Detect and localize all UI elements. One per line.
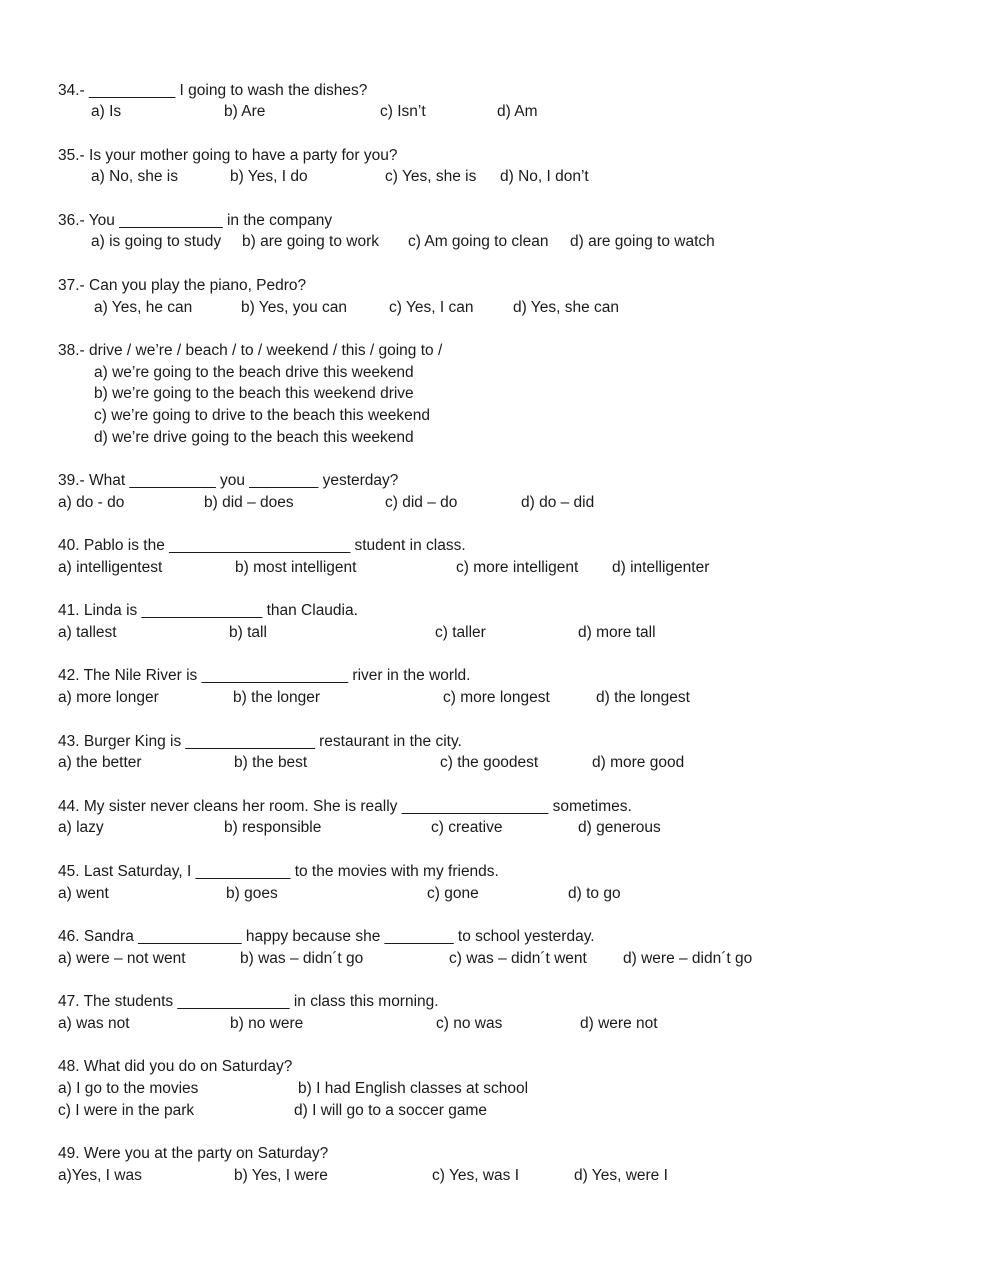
option-a: a) we’re going to the beach drive this weekend bbox=[94, 364, 414, 381]
option-b: b) did – does bbox=[204, 494, 294, 511]
option-c: c) the goodest bbox=[440, 754, 539, 771]
option-d: d) to go bbox=[568, 885, 621, 902]
option-c: c) more intelligent bbox=[456, 559, 579, 576]
question-text: 35.- Is your mother going to have a party for you? bbox=[58, 147, 398, 164]
option-c: c) more longest bbox=[443, 689, 550, 706]
option-c: c) Yes, I can bbox=[389, 299, 474, 316]
option-d: d) No, I don’t bbox=[500, 168, 589, 185]
option-a: a) were – not went bbox=[58, 950, 186, 967]
option-b: b) Yes, I were bbox=[234, 1167, 328, 1184]
option-a: a) lazy bbox=[58, 819, 104, 836]
option-c: c) did – do bbox=[385, 494, 458, 511]
option-a: a) intelligentest bbox=[58, 559, 163, 576]
option-d: d) the longest bbox=[596, 689, 690, 706]
option-a: a) went bbox=[58, 885, 109, 902]
question-text: 49. Were you at the party on Saturday? bbox=[58, 1145, 329, 1162]
question-text: 34.- __________ I going to wash the dishes? bbox=[58, 82, 368, 99]
option-a: a) is going to study bbox=[91, 233, 222, 250]
option-d: d) more good bbox=[592, 754, 685, 771]
option-a: a) was not bbox=[58, 1015, 130, 1032]
option-a: a) do - do bbox=[58, 494, 125, 511]
option-d: d) were – didn´t go bbox=[623, 950, 753, 967]
option-b: b) tall bbox=[229, 624, 267, 641]
option-b: b) I had English classes at school bbox=[298, 1080, 529, 1097]
option-a: a)Yes, I was bbox=[58, 1167, 142, 1184]
option-b: b) we’re going to the beach this weekend drive bbox=[94, 385, 414, 402]
option-d: d) intelligenter bbox=[612, 559, 710, 576]
option-d: d) Am bbox=[497, 103, 538, 120]
option-d: d) are going to watch bbox=[570, 233, 715, 250]
option-b: b) the best bbox=[234, 754, 308, 771]
option-a: a) the better bbox=[58, 754, 142, 771]
question-text: 46. Sandra ____________ happy because she ________ to school yesterday. bbox=[58, 928, 595, 945]
question-text: 48. What did you do on Saturday? bbox=[58, 1058, 293, 1075]
question-text: 36.- You ____________ in the company bbox=[58, 212, 333, 229]
option-b: b) no were bbox=[230, 1015, 304, 1032]
option-c: c) creative bbox=[431, 819, 503, 836]
option-c: c) Am going to clean bbox=[408, 233, 549, 250]
option-b: b) responsible bbox=[224, 819, 322, 836]
option-b: b) was – didn´t go bbox=[240, 950, 364, 967]
option-c: c) Yes, she is bbox=[385, 168, 477, 185]
option-a: a) Is bbox=[91, 103, 122, 120]
question-text: 42. The Nile River is _________________ river in the world. bbox=[58, 667, 471, 684]
option-b: b) are going to work bbox=[242, 233, 379, 250]
option-c: c) we’re going to drive to the beach this weekend bbox=[94, 407, 431, 424]
option-a: a) more longer bbox=[58, 689, 159, 706]
option-b: b) Yes, I do bbox=[230, 168, 308, 185]
option-c: c) taller bbox=[435, 624, 486, 641]
question-text: 45. Last Saturday, I ___________ to the movies with my friends. bbox=[58, 863, 499, 880]
option-d: d) more tall bbox=[578, 624, 656, 641]
option-b: b) goes bbox=[226, 885, 278, 902]
option-c: c) Yes, was I bbox=[432, 1167, 520, 1184]
option-d: d) were not bbox=[580, 1015, 658, 1032]
question-text: 39.- What __________ you ________ yesterday? bbox=[58, 472, 399, 489]
option-c: c) I were in the park bbox=[58, 1102, 195, 1119]
question-text: 40. Pablo is the _____________________ student in class. bbox=[58, 537, 466, 554]
question-text: 47. The students _____________ in class this morning. bbox=[58, 993, 439, 1010]
option-c: c) Isn’t bbox=[380, 103, 426, 120]
question-text: 43. Burger King is _______________ restaurant in the city. bbox=[58, 733, 462, 750]
option-a: a) Yes, he can bbox=[94, 299, 193, 316]
question-text: 41. Linda is ______________ than Claudia. bbox=[58, 602, 358, 619]
option-d: d) we’re drive going to the beach this weekend bbox=[94, 429, 414, 446]
question-text: 37.- Can you play the piano, Pedro? bbox=[58, 277, 307, 294]
option-d: d) do – did bbox=[521, 494, 595, 511]
option-b: b) Yes, you can bbox=[241, 299, 347, 316]
option-d: d) Yes, she can bbox=[513, 299, 619, 316]
option-a: a) tallest bbox=[58, 624, 117, 641]
question-text: 38.- drive / we’re / beach / to / weekend / this / going to / bbox=[58, 342, 443, 359]
option-c: c) gone bbox=[427, 885, 479, 902]
option-a: a) No, she is bbox=[91, 168, 179, 185]
option-c: c) was – didn´t went bbox=[449, 950, 587, 967]
question-text: 44. My sister never cleans her room. She is really _________________ sometimes. bbox=[58, 798, 632, 815]
option-b: b) the longer bbox=[233, 689, 321, 706]
option-b: b) most intelligent bbox=[235, 559, 357, 576]
option-d: d) I will go to a soccer game bbox=[294, 1102, 487, 1119]
option-c: c) no was bbox=[436, 1015, 503, 1032]
option-b: b) Are bbox=[224, 103, 266, 120]
option-d: d) generous bbox=[578, 819, 661, 836]
option-a: a) I go to the movies bbox=[58, 1080, 199, 1097]
option-d: d) Yes, were I bbox=[574, 1167, 668, 1184]
